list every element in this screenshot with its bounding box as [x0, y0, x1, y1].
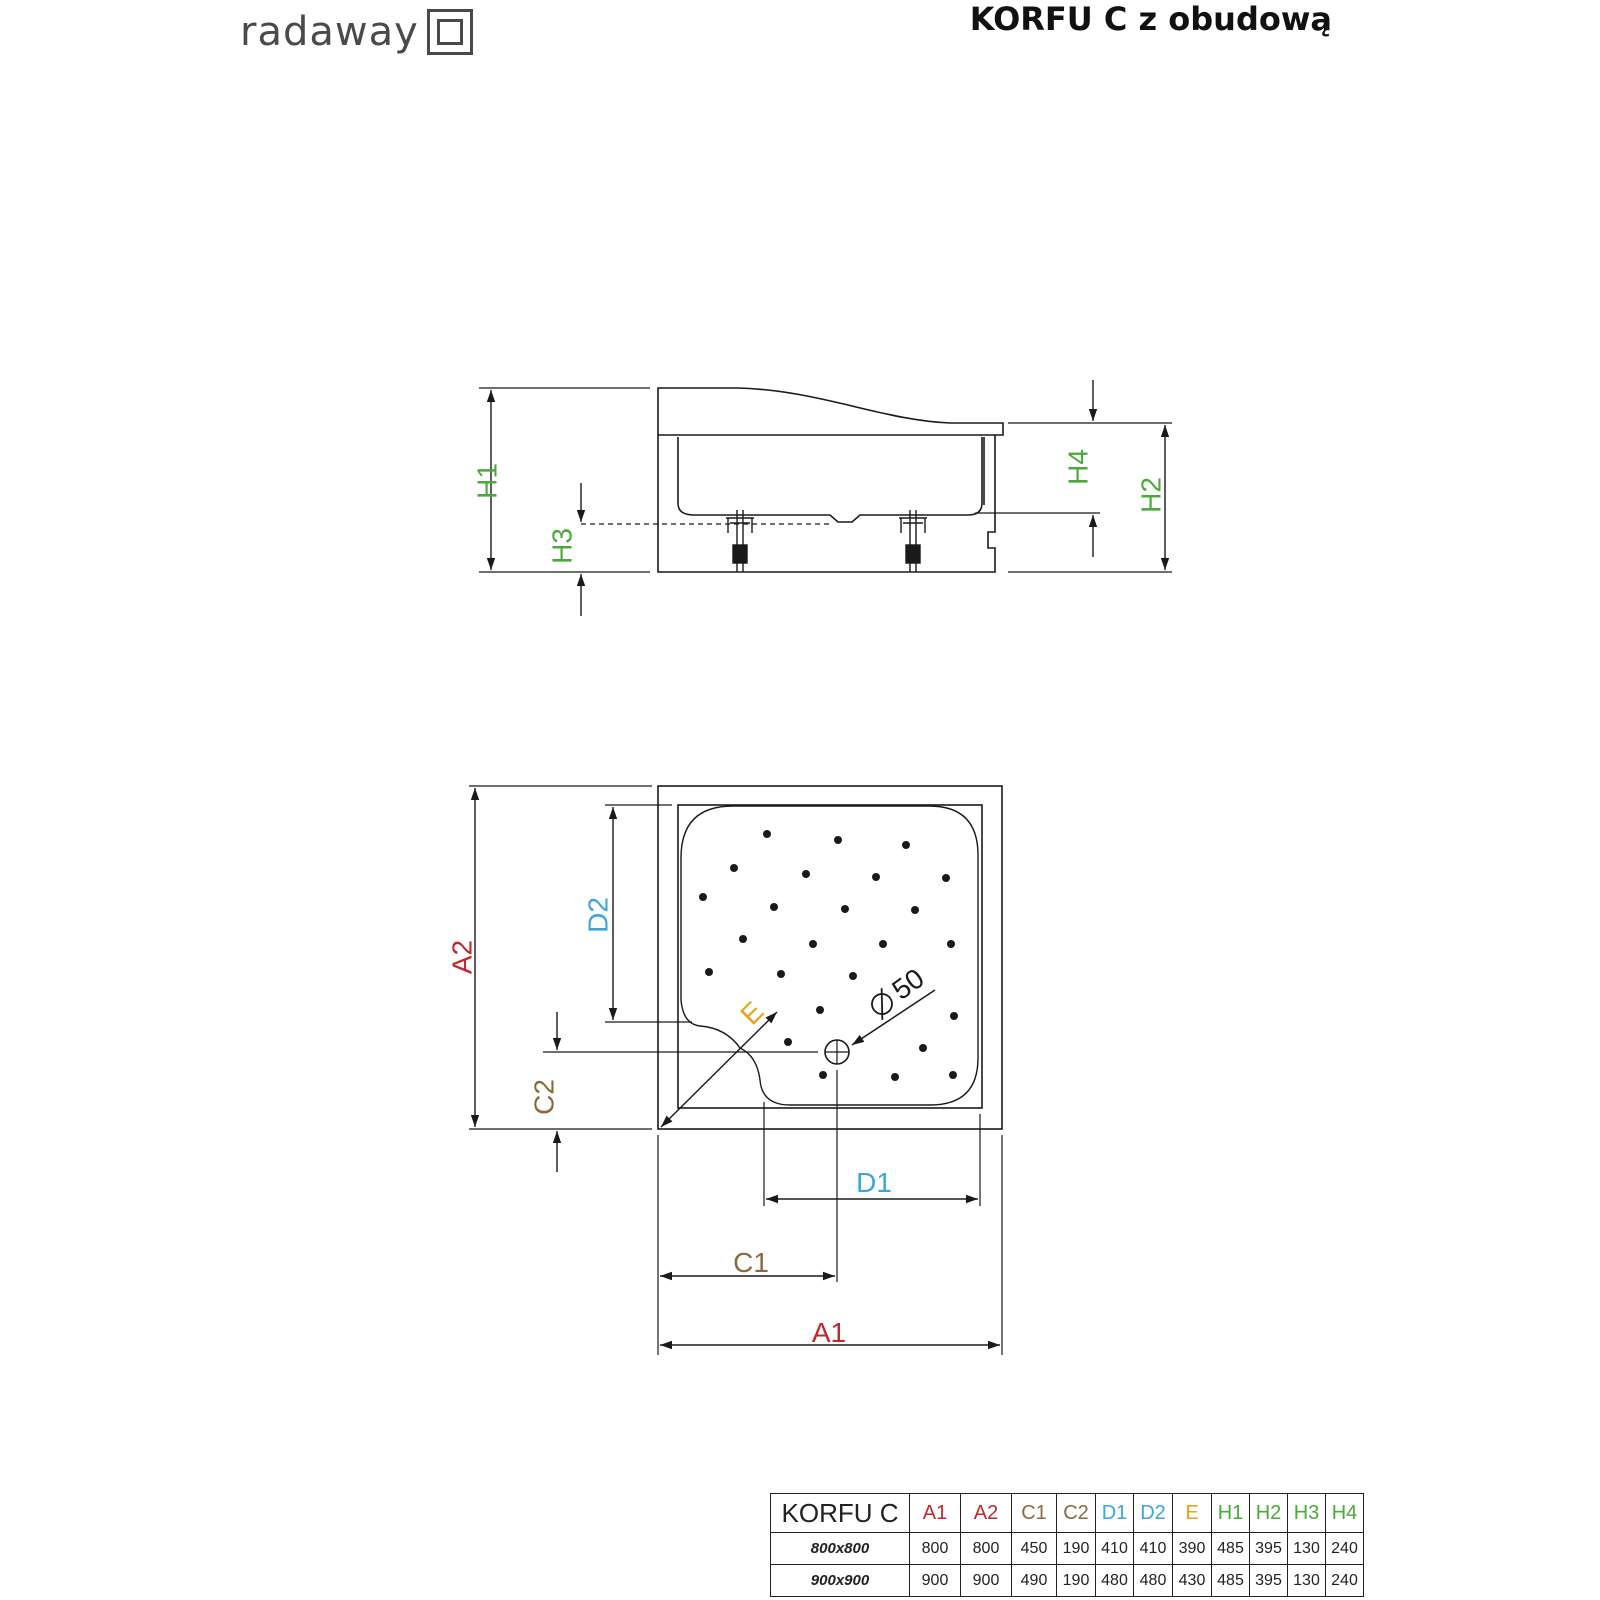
table-cell: 190: [1057, 1533, 1096, 1565]
table-cell: 450: [1012, 1533, 1057, 1565]
table-row: [771, 1533, 1364, 1565]
table-cell: 395: [1250, 1533, 1288, 1565]
table-cell: 190: [1057, 1565, 1096, 1597]
table-cell: 390: [1173, 1533, 1212, 1565]
h1-label: H1: [471, 463, 503, 499]
table-cell: 900: [961, 1565, 1012, 1597]
d2-label: D2: [582, 897, 614, 933]
table-cell: 130: [1288, 1533, 1326, 1565]
table-cell: 430: [1173, 1565, 1212, 1597]
table-cell-model: 900x900: [771, 1565, 910, 1597]
side-view: [479, 380, 1172, 616]
table-header-h4: H4: [1326, 1494, 1364, 1533]
table-cell: 900: [910, 1565, 961, 1597]
table-cell: 485: [1212, 1533, 1250, 1565]
table-header-c1: C1: [1012, 1494, 1057, 1533]
table-header-d1: D1: [1096, 1494, 1134, 1533]
table-cell: 800: [910, 1533, 961, 1565]
a2-label: A2: [446, 939, 478, 975]
h3-label: H3: [546, 528, 578, 564]
diameter-icon: [866, 988, 897, 1021]
e-label: E: [734, 995, 770, 1031]
table-header-a1: A1: [910, 1494, 961, 1533]
table-cell-model: 800x800: [771, 1533, 910, 1565]
drain-diameter-leader: [852, 990, 935, 1045]
table-header-row: [771, 1494, 1364, 1533]
table-cell: 490: [1012, 1565, 1057, 1597]
d1-label: D1: [856, 1167, 892, 1198]
tray-outline: [658, 388, 1003, 572]
table-header-a2: A2: [961, 1494, 1012, 1533]
table-header-d2: D2: [1134, 1494, 1173, 1533]
table-cell: 480: [1096, 1565, 1134, 1597]
table-row: [771, 1565, 1364, 1597]
h2-label: H2: [1135, 477, 1167, 513]
brand-logo-text: radaway: [240, 9, 419, 55]
a1-label: A1: [811, 1317, 847, 1348]
table-cell: 395: [1250, 1565, 1288, 1597]
basin-outline: [678, 437, 982, 522]
table-cell: 800: [961, 1533, 1012, 1565]
table-cell: 485: [1212, 1565, 1250, 1597]
page-title: KORFU C z obudową: [969, 0, 1332, 38]
tray-basin-outline: [681, 806, 978, 1105]
table-cell: 240: [1326, 1565, 1364, 1597]
table-cell: 240: [1326, 1533, 1364, 1565]
c2-label: C2: [528, 1079, 560, 1115]
table-header-h1: H1: [1212, 1494, 1250, 1533]
table-header-model: KORFU C: [771, 1494, 910, 1533]
table-header-h2: H2: [1250, 1494, 1288, 1533]
table-cell: 410: [1096, 1533, 1134, 1565]
leg-right: [899, 510, 927, 572]
dimensions-table: [770, 1493, 1364, 1597]
table-header-h3: H3: [1288, 1494, 1326, 1533]
table-header-c2: C2: [1057, 1494, 1096, 1533]
c1-label: C1: [733, 1247, 769, 1278]
table-cell: 480: [1134, 1565, 1173, 1597]
leg-left: [726, 510, 754, 572]
h4-label: H4: [1062, 449, 1094, 485]
table-cell: 410: [1134, 1533, 1173, 1565]
table-header-e: E: [1173, 1494, 1212, 1533]
table-cell: 130: [1288, 1565, 1326, 1597]
drain-diameter-label: 50: [886, 962, 930, 1006]
